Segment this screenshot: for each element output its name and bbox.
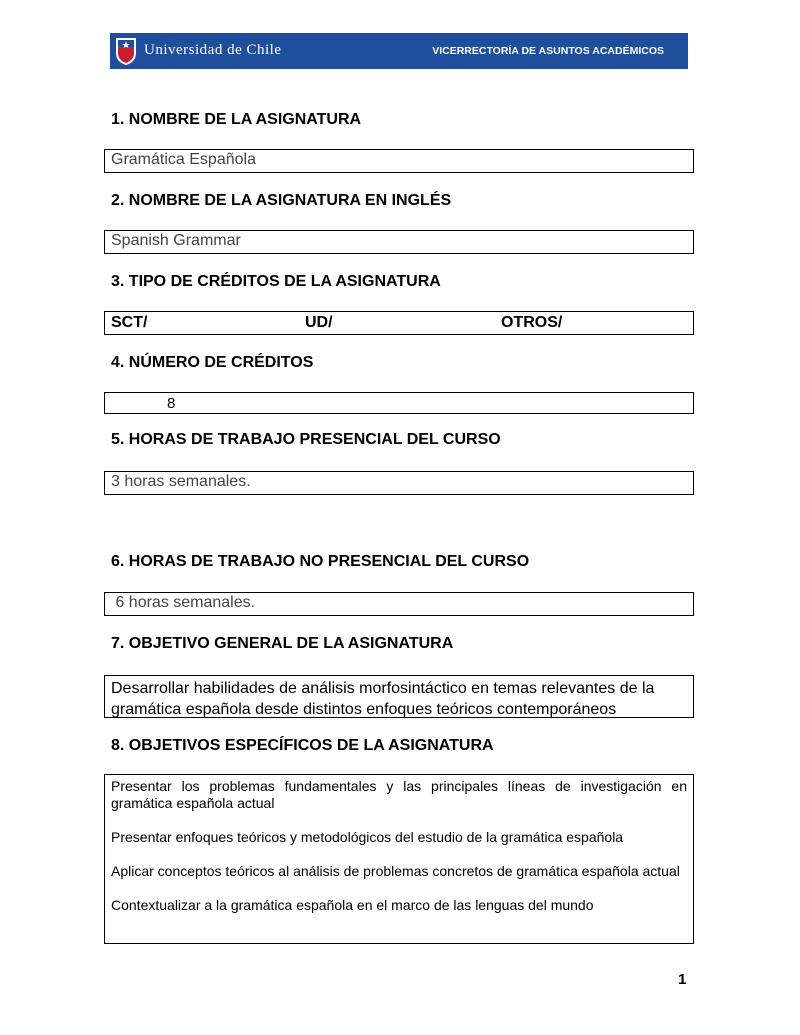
- section-7-box: [104, 675, 694, 718]
- section-3-title: 3. TIPO DE CRÉDITOS DE LA ASIGNATURA: [111, 273, 441, 290]
- section-6-box: [104, 592, 694, 616]
- specific-objective-item: Presentar enfoques teóricos y metodológicos del estudio de la gramática española: [111, 829, 624, 845]
- section-4-title: 4. NÚMERO DE CRÉDITOS: [111, 354, 314, 371]
- university-crest-icon: [114, 36, 138, 66]
- section-2-title: 2. NOMBRE DE LA ASIGNATURA EN INGLÉS: [111, 192, 452, 209]
- section-4-box: [104, 392, 694, 414]
- non-presential-hours-value: 6 horas semanales.: [111, 594, 256, 611]
- section-3-box: [104, 311, 694, 335]
- section-5-title: 5. HORAS DE TRABAJO PRESENCIAL DEL CURSO: [111, 431, 501, 448]
- section-8-box: [104, 774, 694, 944]
- section-7-title: 7. OBJETIVO GENERAL DE LA ASIGNATURA: [111, 635, 454, 652]
- credit-number-value: 8: [167, 395, 176, 412]
- header-banner: [110, 33, 688, 69]
- section-5-box: [104, 471, 694, 495]
- department-name: VICERRECTORÍA DE ASUNTOS ACADÉMICOS: [432, 45, 664, 57]
- presential-hours-value: 3 horas semanales.: [111, 473, 251, 490]
- page-number: 1: [678, 971, 687, 988]
- section-6-title: 6. HORAS DE TRABAJO NO PRESENCIAL DEL CURSO: [111, 553, 530, 570]
- specific-objective-item: Presentar los problemas fundamentales y las principales líneas de investigación en gramática española actual: [111, 778, 687, 811]
- section-2-box: [104, 230, 694, 254]
- section-1-title: 1. NOMBRE DE LA ASIGNATURA: [111, 111, 362, 128]
- course-name-value: Gramática Española: [111, 151, 256, 168]
- general-objective-text: Desarrollar habilidades de análisis morfosintáctico en temas relevantes de la gramática española desde distintos enfoques teóricos contemporáneos: [111, 680, 655, 718]
- credit-type-otros: OTROS/: [501, 314, 563, 331]
- course-name-english-value: Spanish Grammar: [111, 232, 241, 249]
- section-1-box: [104, 149, 694, 173]
- specific-objective-item: Contextualizar a la gramática española en el marco de las lenguas del mundo: [111, 897, 594, 913]
- section-8-title: 8. OBJETIVOS ESPECÍFICOS DE LA ASIGNATURA: [111, 737, 494, 754]
- credit-type-ud: UD/: [305, 314, 333, 331]
- university-name: Universidad de Chile: [144, 42, 282, 58]
- specific-objective-item: Aplicar conceptos teóricos al análisis de problemas concretos de gramática española actual: [111, 863, 680, 879]
- credit-type-sct: SCT/: [111, 314, 148, 331]
